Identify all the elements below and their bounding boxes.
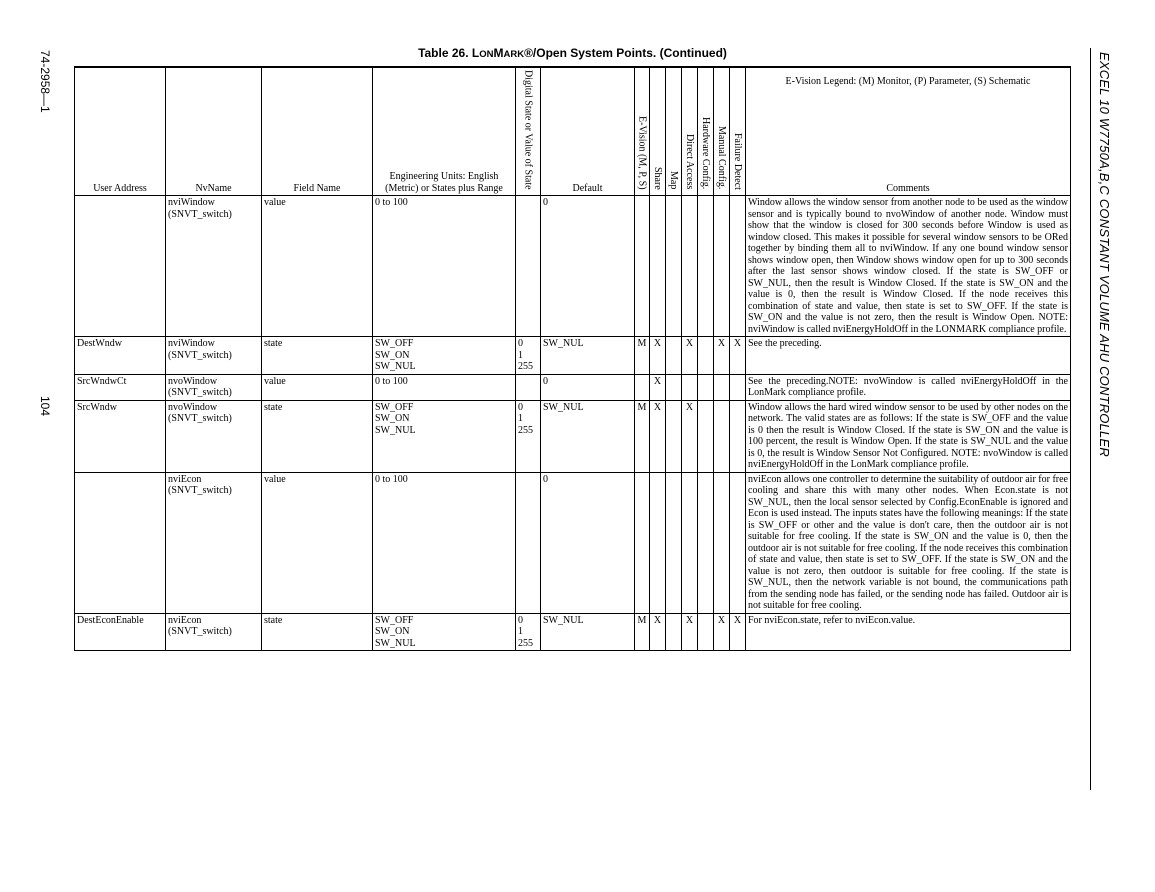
cell-digital-state: 0 1 255 — [516, 613, 541, 651]
cell-share: X — [650, 337, 666, 375]
cell-units: 0 to 100 — [373, 374, 516, 400]
cell-share: X — [650, 613, 666, 651]
header-hardware-config-text: Hardware Config. — [700, 117, 711, 190]
header-manual-config-text: Manual Config. — [716, 126, 727, 190]
cell-nvname: nviWindow (SNVT_switch) — [166, 337, 262, 375]
cell-user-address: DestWndw — [75, 337, 166, 375]
header-direct-access — [682, 67, 698, 196]
header-comments — [746, 67, 1071, 196]
cell-evision — [635, 374, 650, 400]
cell-digital-state — [516, 472, 541, 613]
header-manual-config — [714, 67, 730, 196]
header-evision-text: E-Vision (M, P, S) — [636, 115, 648, 190]
cell-map — [666, 613, 682, 651]
cell-nvname: nviWindow (SNVT_switch) — [166, 196, 262, 337]
cell-hardware-config — [698, 472, 714, 613]
cell-digital-state — [516, 196, 541, 337]
cell-nvname: nvoWindow (SNVT_switch) — [166, 400, 262, 472]
cell-manual-config: X — [714, 613, 730, 651]
cell-direct-access: X — [682, 613, 698, 651]
cell-units: SW_OFF SW_ON SW_NUL — [373, 400, 516, 472]
cell-units: 0 to 100 — [373, 196, 516, 337]
cell-hardware-config — [698, 196, 714, 337]
cell-default: SW_NUL — [541, 337, 635, 375]
cell-failure-detect: X — [730, 337, 746, 375]
cell-direct-access: X — [682, 337, 698, 375]
cell-default: 0 — [541, 472, 635, 613]
cell-field-name: state — [262, 400, 373, 472]
points-table-wrapper — [74, 66, 1071, 651]
header-evision — [635, 67, 650, 196]
cell-comments: Window allows the hard wired window sensor to be used by other nodes on the network. The valid states are as follows: If the state is SW_OFF and the value is 0 then the result is Window Closed. If the state is SW_ON and the value is 100 percent, the result is Window Open. If the state is SW_NUL and the value is 0, the result is Window Sensor Not Configured. NOTE: nvoWindow is called nviEnergyHoldOff in the LonMark compliance profile. — [746, 400, 1071, 472]
cell-direct-access — [682, 472, 698, 613]
header-comments-text: Comments — [886, 182, 930, 194]
cell-field-name: value — [262, 472, 373, 613]
cell-evision: M — [635, 400, 650, 472]
document-number: 74-2958—1 — [38, 50, 52, 113]
cell-evision — [635, 472, 650, 613]
cell-comments: nviEcon allows one controller to determine the suitability of outdoor air for free cooling and share this with many other nodes. When Econ.state is not SW_NUL, then the local sensor selected by Config.EconEnable is ignored and Econ is used instead. The inputs states have the following meanings: If the state is SW_OFF or other and the value is don't care, then the outdoor air is not suitable for free cooling. If the state is SW_ON and the value is 0, then the outdoor air is not suitable for free cooling. If the node receives this combination of state and value, then state is set to SW_OFF. If the state is SW_ON and the value is not zero, then outdoor is suitable for free cooling. If the state is SW_NUL, then the network variable is not bound, the communications path from the sending node has failed, or the sending node has failed. Outdoor air is not suitable for free cooling. — [746, 472, 1071, 613]
cell-nvname: nviEcon (SNVT_switch) — [166, 613, 262, 651]
cell-nvname: nviEcon (SNVT_switch) — [166, 472, 262, 613]
cell-direct-access — [682, 374, 698, 400]
cell-manual-config — [714, 196, 730, 337]
cell-comments: For nviEcon.state, refer to nviEcon.value. — [746, 613, 1071, 651]
header-share-text: Share — [652, 166, 663, 190]
table-row — [75, 472, 1071, 613]
cell-user-address: SrcWndw — [75, 400, 166, 472]
cell-evision — [635, 196, 650, 337]
header-direct-access-text: Direct Access — [684, 134, 695, 190]
cell-share — [650, 472, 666, 613]
cell-share: X — [650, 400, 666, 472]
cell-comments: Window allows the window sensor from another node to be used as the window sensor and is typically bound to nvoWindow of another node. Window must show that the window is closed for 300 seconds before Window is used as window closed. This makes it possible for several window sensors to be ORed together by binding them all to nviWindow. If any one bound window sensor shows window open, then Window shows window open for up to 300 seconds after the last sensor shows window closed. If the state is SW_OFF or SW_NUL, then the result is Window Closed. If the state is SW_ON and the value is 0, then the result is Window Closed. If the node receives this combination of state and value, then state is set to SW_OFF. If the state is SW_ON and the value is not zero, then the result is Window Open. NOTE: nviWindow is called nviEnergyHoldOff in the LONMARK compliance profile. — [746, 196, 1071, 337]
header-digital-state-text: Digital State or Value of State — [522, 70, 534, 190]
cell-user-address — [75, 196, 166, 337]
header-nvname: NvName — [166, 67, 262, 196]
header-failure-detect — [730, 67, 746, 196]
cell-manual-config: X — [714, 337, 730, 375]
cell-comments: See the preceding. — [746, 337, 1071, 375]
running-header: EXCEL 10 W7750A,B,C CONSTANT VOLUME AHU CONTROLLER — [1097, 52, 1112, 457]
evision-legend: E-Vision Legend: (M) Monitor, (P) Parameter, (S) Schematic — [785, 76, 1031, 87]
cell-digital-state — [516, 374, 541, 400]
cell-field-name: state — [262, 613, 373, 651]
cell-failure-detect — [730, 400, 746, 472]
cell-hardware-config — [698, 337, 714, 375]
cell-field-name: state — [262, 337, 373, 375]
cell-units: SW_OFF SW_ON SW_NUL — [373, 613, 516, 651]
cell-manual-config — [714, 400, 730, 472]
header-engineering-units: Engineering Units: English (Metric) or States plus Range — [373, 67, 516, 196]
cell-units: 0 to 100 — [373, 472, 516, 613]
cell-default: SW_NUL — [541, 400, 635, 472]
table-row — [75, 337, 1071, 375]
cell-share: X — [650, 374, 666, 400]
cell-failure-detect — [730, 374, 746, 400]
table-row — [75, 196, 1071, 337]
cell-default: 0 — [541, 196, 635, 337]
cell-default: SW_NUL — [541, 613, 635, 651]
page-number: 104 — [38, 396, 52, 417]
cell-map — [666, 196, 682, 337]
cell-map — [666, 337, 682, 375]
cell-failure-detect: X — [730, 613, 746, 651]
cell-units: SW_OFF SW_ON SW_NUL — [373, 337, 516, 375]
cell-field-name: value — [262, 196, 373, 337]
cell-hardware-config — [698, 613, 714, 651]
cell-hardware-config — [698, 400, 714, 472]
cell-manual-config — [714, 472, 730, 613]
cell-user-address: DestEconEnable — [75, 613, 166, 651]
cell-nvname: nvoWindow (SNVT_switch) — [166, 374, 262, 400]
cell-user-address — [75, 472, 166, 613]
header-digital-state — [516, 67, 541, 196]
header-default: Default — [541, 67, 635, 196]
cell-share — [650, 196, 666, 337]
cell-comments: See the preceding.NOTE: nvoWindow is called nviEnergyHoldOff in the LonMark compliance profile. — [746, 374, 1071, 400]
header-failure-detect-text: Failure Detect — [732, 132, 743, 190]
header-map — [666, 67, 682, 196]
cell-field-name: value — [262, 374, 373, 400]
cell-digital-state: 0 1 255 — [516, 337, 541, 375]
header-field-name: Field Name — [262, 67, 373, 196]
points-table — [74, 66, 1071, 651]
cell-failure-detect — [730, 472, 746, 613]
cell-default: 0 — [541, 374, 635, 400]
cell-map — [666, 374, 682, 400]
cell-manual-config — [714, 374, 730, 400]
cell-direct-access — [682, 196, 698, 337]
table-row — [75, 400, 1071, 472]
right-rule — [1090, 48, 1091, 790]
header-hardware-config — [698, 67, 714, 196]
table-body — [75, 196, 1071, 651]
cell-direct-access: X — [682, 400, 698, 472]
cell-map — [666, 472, 682, 613]
table-title: Table 26. LONMARK®/Open System Points. (Continued) — [418, 46, 727, 60]
cell-hardware-config — [698, 374, 714, 400]
cell-evision: M — [635, 337, 650, 375]
cell-failure-detect — [730, 196, 746, 337]
header-row — [75, 67, 1071, 196]
cell-evision: M — [635, 613, 650, 651]
header-user-address: User Address — [75, 67, 166, 196]
cell-user-address: SrcWndwCt — [75, 374, 166, 400]
cell-digital-state: 0 1 255 — [516, 400, 541, 472]
header-map-text: Map — [668, 171, 679, 190]
header-share — [650, 67, 666, 196]
table-row — [75, 613, 1071, 651]
cell-map — [666, 400, 682, 472]
table-row — [75, 374, 1071, 400]
